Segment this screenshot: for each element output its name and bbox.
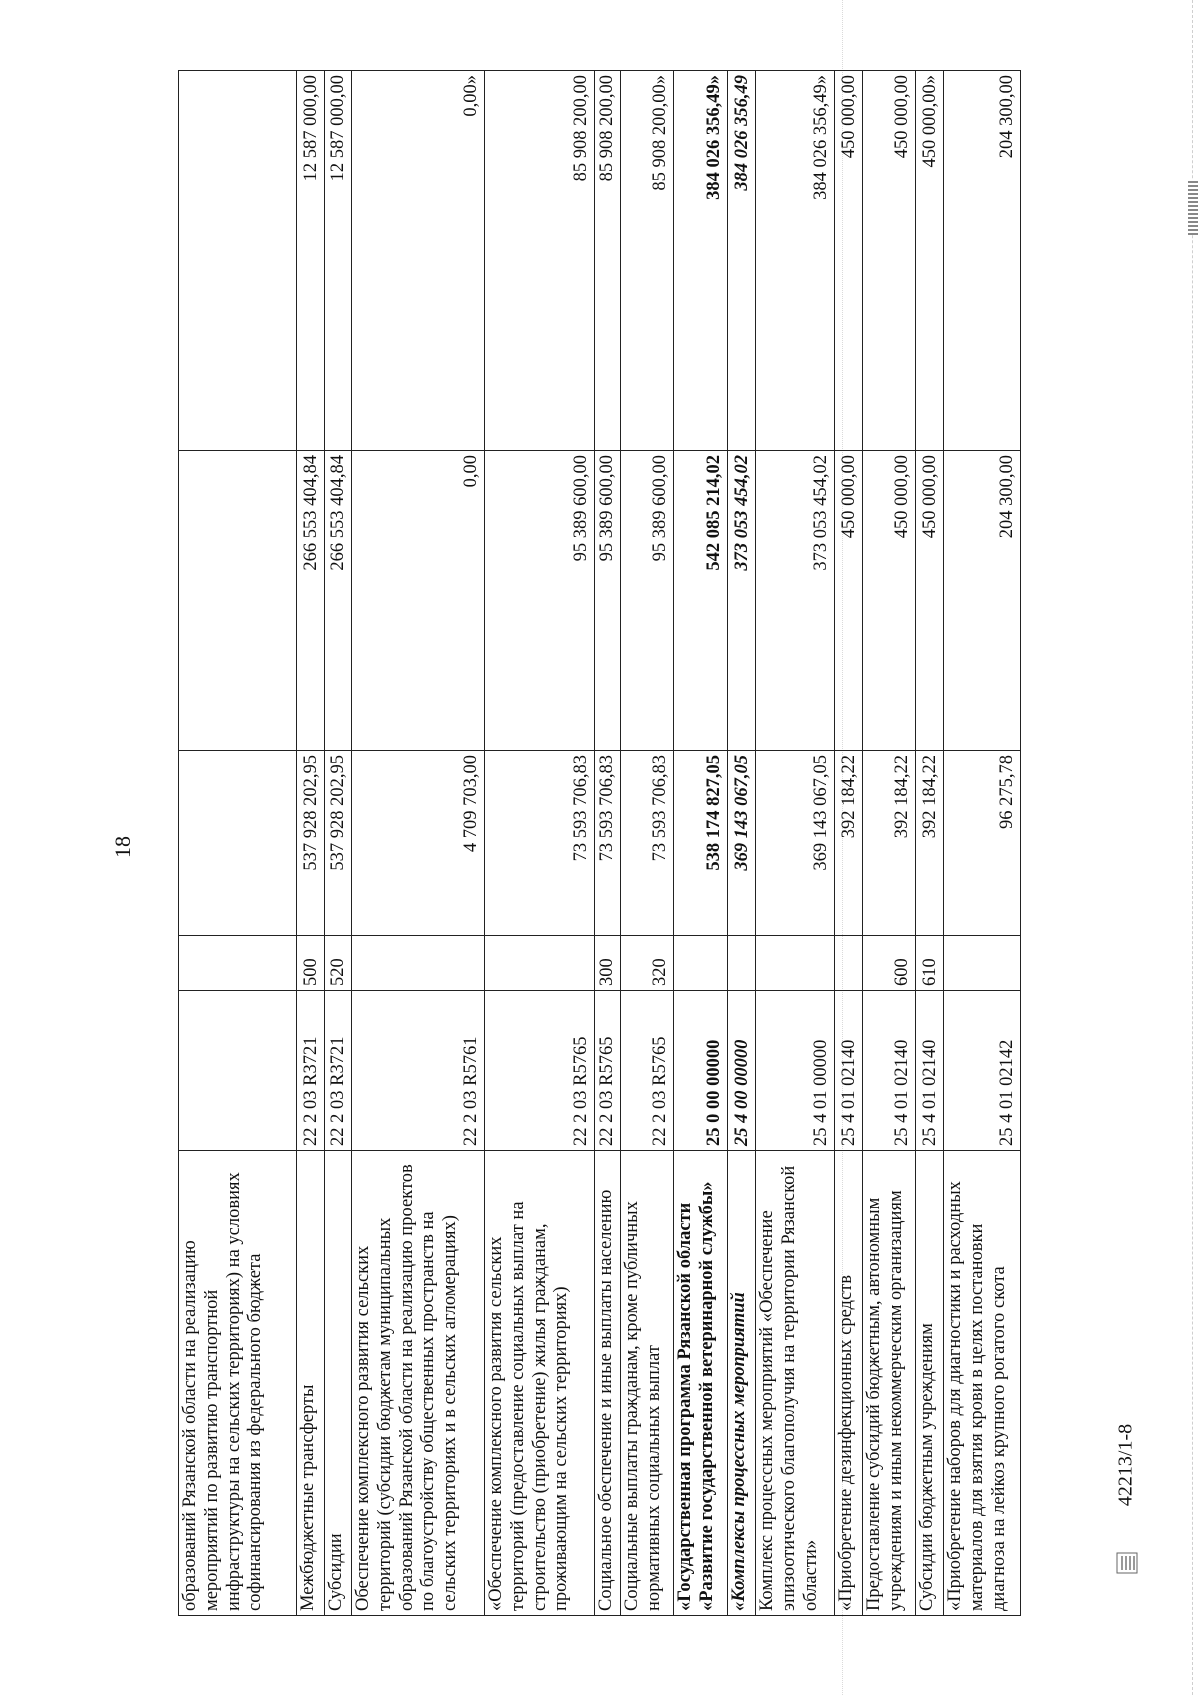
amount-year-1: 73 593 706,83 (621, 751, 674, 936)
budget-item-name: «Комплексы процессных мероприятий (728, 1151, 756, 1616)
amount-year-1: 392 184,22 (916, 751, 944, 936)
target-article-code: 22 2 03 R3721 (325, 991, 352, 1151)
amount-year-2: 373 053 454,02 (728, 451, 756, 751)
table-row (325, 71, 352, 1616)
expense-type-code (352, 936, 485, 991)
expense-type-code: 320 (621, 936, 674, 991)
amount-year-2: 0,00 (352, 451, 485, 751)
table-row (674, 71, 728, 1616)
table-row (728, 71, 756, 1616)
amount-year-3: 450 000,00 (863, 71, 916, 451)
budget-item-name: «Приобретение дезинфекционных средств (835, 1151, 863, 1616)
expense-type-code (835, 936, 863, 991)
amount-year-3: 85 908 200,00» (621, 71, 674, 451)
target-article-code (179, 991, 297, 1151)
target-article-code: 25 4 01 02140 (835, 991, 863, 1151)
table-row (297, 71, 325, 1616)
budget-table (178, 70, 1021, 1616)
target-article-code: 25 4 01 02142 (944, 991, 1021, 1151)
document-code: 42213/1-8 (1114, 1423, 1137, 1507)
expense-type-code (944, 936, 1021, 991)
target-article-code: 25 4 01 02140 (916, 991, 944, 1151)
amount-year-1: 73 593 706,83 (485, 751, 595, 936)
amount-year-3: 384 026 356,49 (728, 71, 756, 451)
budget-item-name: Социальные выплаты гражданам, кроме публичных нормативных социальных выплат (621, 1151, 674, 1616)
target-article-code: 22 2 03 R5765 (595, 991, 621, 1151)
amount-year-2: 450 000,00 (863, 451, 916, 751)
amount-year-3 (179, 71, 297, 451)
target-article-code: 22 2 03 R5765 (621, 991, 674, 1151)
table-row (179, 71, 297, 1616)
amount-year-1 (179, 751, 297, 936)
target-article-code: 22 2 03 R3721 (297, 991, 325, 1151)
amount-year-2: 450 000,00 (835, 451, 863, 751)
amount-year-3: 450 000,00» (916, 71, 944, 451)
amount-year-3: 85 908 200,00 (595, 71, 621, 451)
budget-item-name: Субсидии бюджетным учреждениям (916, 1151, 944, 1616)
amount-year-1: 369 143 067,05 (728, 751, 756, 936)
amount-year-3: 384 026 356,49» (674, 71, 728, 451)
amount-year-1: 369 143 067,05 (756, 751, 835, 936)
amount-year-3: 12 587 000,00 (325, 71, 352, 451)
page-number: 18 (110, 836, 135, 858)
table-row (944, 71, 1021, 1616)
amount-year-2: 95 389 600,00 (485, 451, 595, 751)
amount-year-2: 542 085 214,02 (674, 451, 728, 751)
rotated-page (178, 71, 1050, 1616)
amount-year-3: 204 300,00 (944, 71, 1021, 451)
amount-year-1: 96 275,78 (944, 751, 1021, 936)
budget-item-name: Социальное обеспечение и иные выплаты населению (595, 1151, 621, 1616)
amount-year-3: 85 908 200,00 (485, 71, 595, 451)
amount-year-1: 537 928 202,95 (325, 751, 352, 936)
expense-type-code: 500 (297, 936, 325, 991)
amount-year-2: 95 389 600,00 (621, 451, 674, 751)
expense-type-code: 300 (595, 936, 621, 991)
target-article-code: 22 2 03 R5761 (352, 991, 485, 1151)
amount-year-3: 450 000,00 (835, 71, 863, 451)
amount-year-1: 392 184,22 (863, 751, 916, 936)
expense-type-code: 610 (916, 936, 944, 991)
table-row (352, 71, 485, 1616)
amount-year-1: 4 709 703,00 (352, 751, 485, 936)
amount-year-3: 12 587 000,00 (297, 71, 325, 451)
amount-year-2: 266 553 404,84 (297, 451, 325, 751)
table-row (863, 71, 916, 1616)
target-article-code: 25 4 01 02140 (863, 991, 916, 1151)
amount-year-2: 95 389 600,00 (595, 451, 621, 751)
amount-year-2: 373 053 454,02 (756, 451, 835, 751)
expense-type-code: 520 (325, 936, 352, 991)
budget-item-name: Предоставление субсидий бюджетным, автономным учреждениям и иным некоммерческим организациям (863, 1151, 916, 1616)
amount-year-1: 73 593 706,83 (595, 751, 621, 936)
budget-item-name: Комплекс процессных мероприятий «Обеспечение эпизоотического благополучия на территории Рязанской области» (756, 1151, 835, 1616)
table-row (756, 71, 835, 1616)
budget-item-name: «Государственная программа Рязанской области «Развитие государственной ветеринарной службы» (674, 1151, 728, 1616)
budget-item-name: Субсидии (325, 1151, 352, 1616)
budget-item-name: образований Рязанской области на реализацию мероприятий по развитию транспортной инфраструктуры на сельских территориях) на условиях софинансирования из федерального бюджета (179, 1151, 297, 1616)
registration-stamp-icon (1114, 1551, 1140, 1575)
budget-item-name: Межбюджетные трансферты (297, 1151, 325, 1616)
expense-type-code (728, 936, 756, 991)
amount-year-3: 384 026 356,49» (756, 71, 835, 451)
table-row (595, 71, 621, 1616)
target-article-code: 25 4 00 00000 (728, 991, 756, 1151)
amount-year-2: 204 300,00 (944, 451, 1021, 751)
amount-year-2: 450 000,00 (916, 451, 944, 751)
expense-type-code (674, 936, 728, 991)
table-row (916, 71, 944, 1616)
expense-type-code (179, 936, 297, 991)
amount-year-1: 537 928 202,95 (297, 751, 325, 936)
target-article-code: 22 2 03 R5765 (485, 991, 595, 1151)
budget-item-name: Обеспечение комплексного развития сельских территорий (субсидии бюджетам муниципальных образований Рязанской области на реализацию проектов по благоустройству общественных пространств на сельских территориях и в сельских агломерациях) (352, 1151, 485, 1616)
scan-mark (1188, 180, 1198, 235)
scan-edge (1192, 0, 1194, 1695)
expense-type-code (756, 936, 835, 991)
amount-year-2 (179, 451, 297, 751)
table-row (621, 71, 674, 1616)
amount-year-1: 538 174 827,05 (674, 751, 728, 936)
expense-type-code (485, 936, 595, 991)
table-row (485, 71, 595, 1616)
table-row (835, 71, 863, 1616)
budget-item-name: «Обеспечение комплексного развития сельских территорий (предоставление социальных выплат на строительство (приобретение) жилья гражданам, проживающим на сельских территориях) (485, 1151, 595, 1616)
amount-year-3: 0,00» (352, 71, 485, 451)
target-article-code: 25 4 01 00000 (756, 991, 835, 1151)
target-article-code: 25 0 00 00000 (674, 991, 728, 1151)
budget-item-name: «Приобретение наборов для диагностики и расходных материалов для взятия крови в целях постановки диагноза на лейкоз крупного рогатого скота (944, 1151, 1021, 1616)
amount-year-2: 266 553 404,84 (325, 451, 352, 751)
amount-year-1: 392 184,22 (835, 751, 863, 936)
expense-type-code: 600 (863, 936, 916, 991)
